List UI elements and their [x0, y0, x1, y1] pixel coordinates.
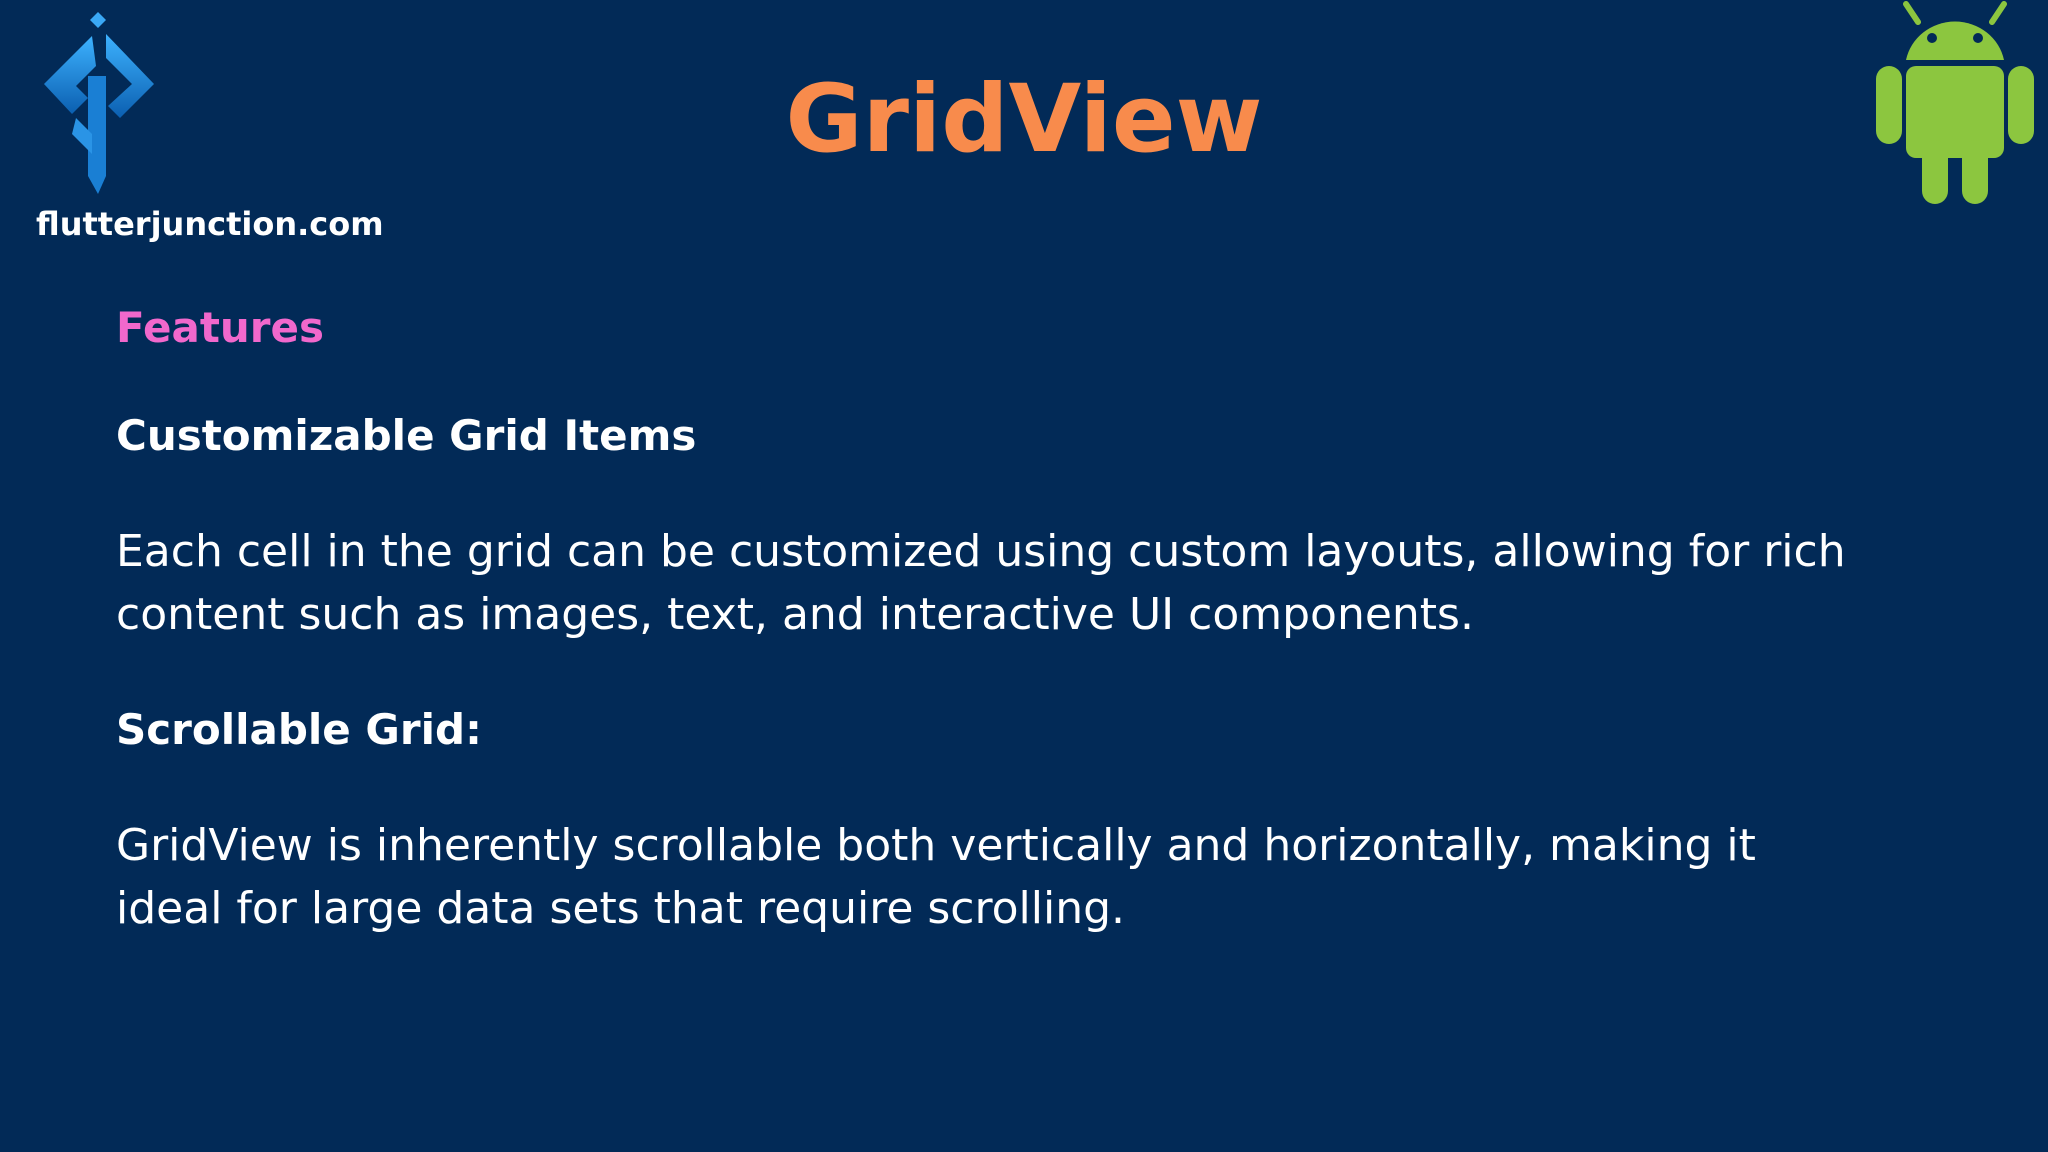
page-title: GridView: [785, 65, 1263, 174]
feature-heading: Scrollable Grid:: [116, 705, 482, 754]
feature-heading: Customizable Grid Items: [116, 411, 697, 460]
android-robot-icon: [1874, 0, 2048, 206]
feature-description: GridView is inherently scrollable both vertically and horizontally, making it ideal for large data sets that require scrolling.: [116, 820, 1756, 934]
features-content: [116, 300, 1916, 940]
feature-description: Each cell in the grid can be customized using custom layouts, allowing for rich content such as images, text, and interactive UI components.: [116, 526, 1846, 640]
site-name: flutterjunction.com: [36, 205, 384, 243]
section-label: Features: [116, 303, 324, 352]
